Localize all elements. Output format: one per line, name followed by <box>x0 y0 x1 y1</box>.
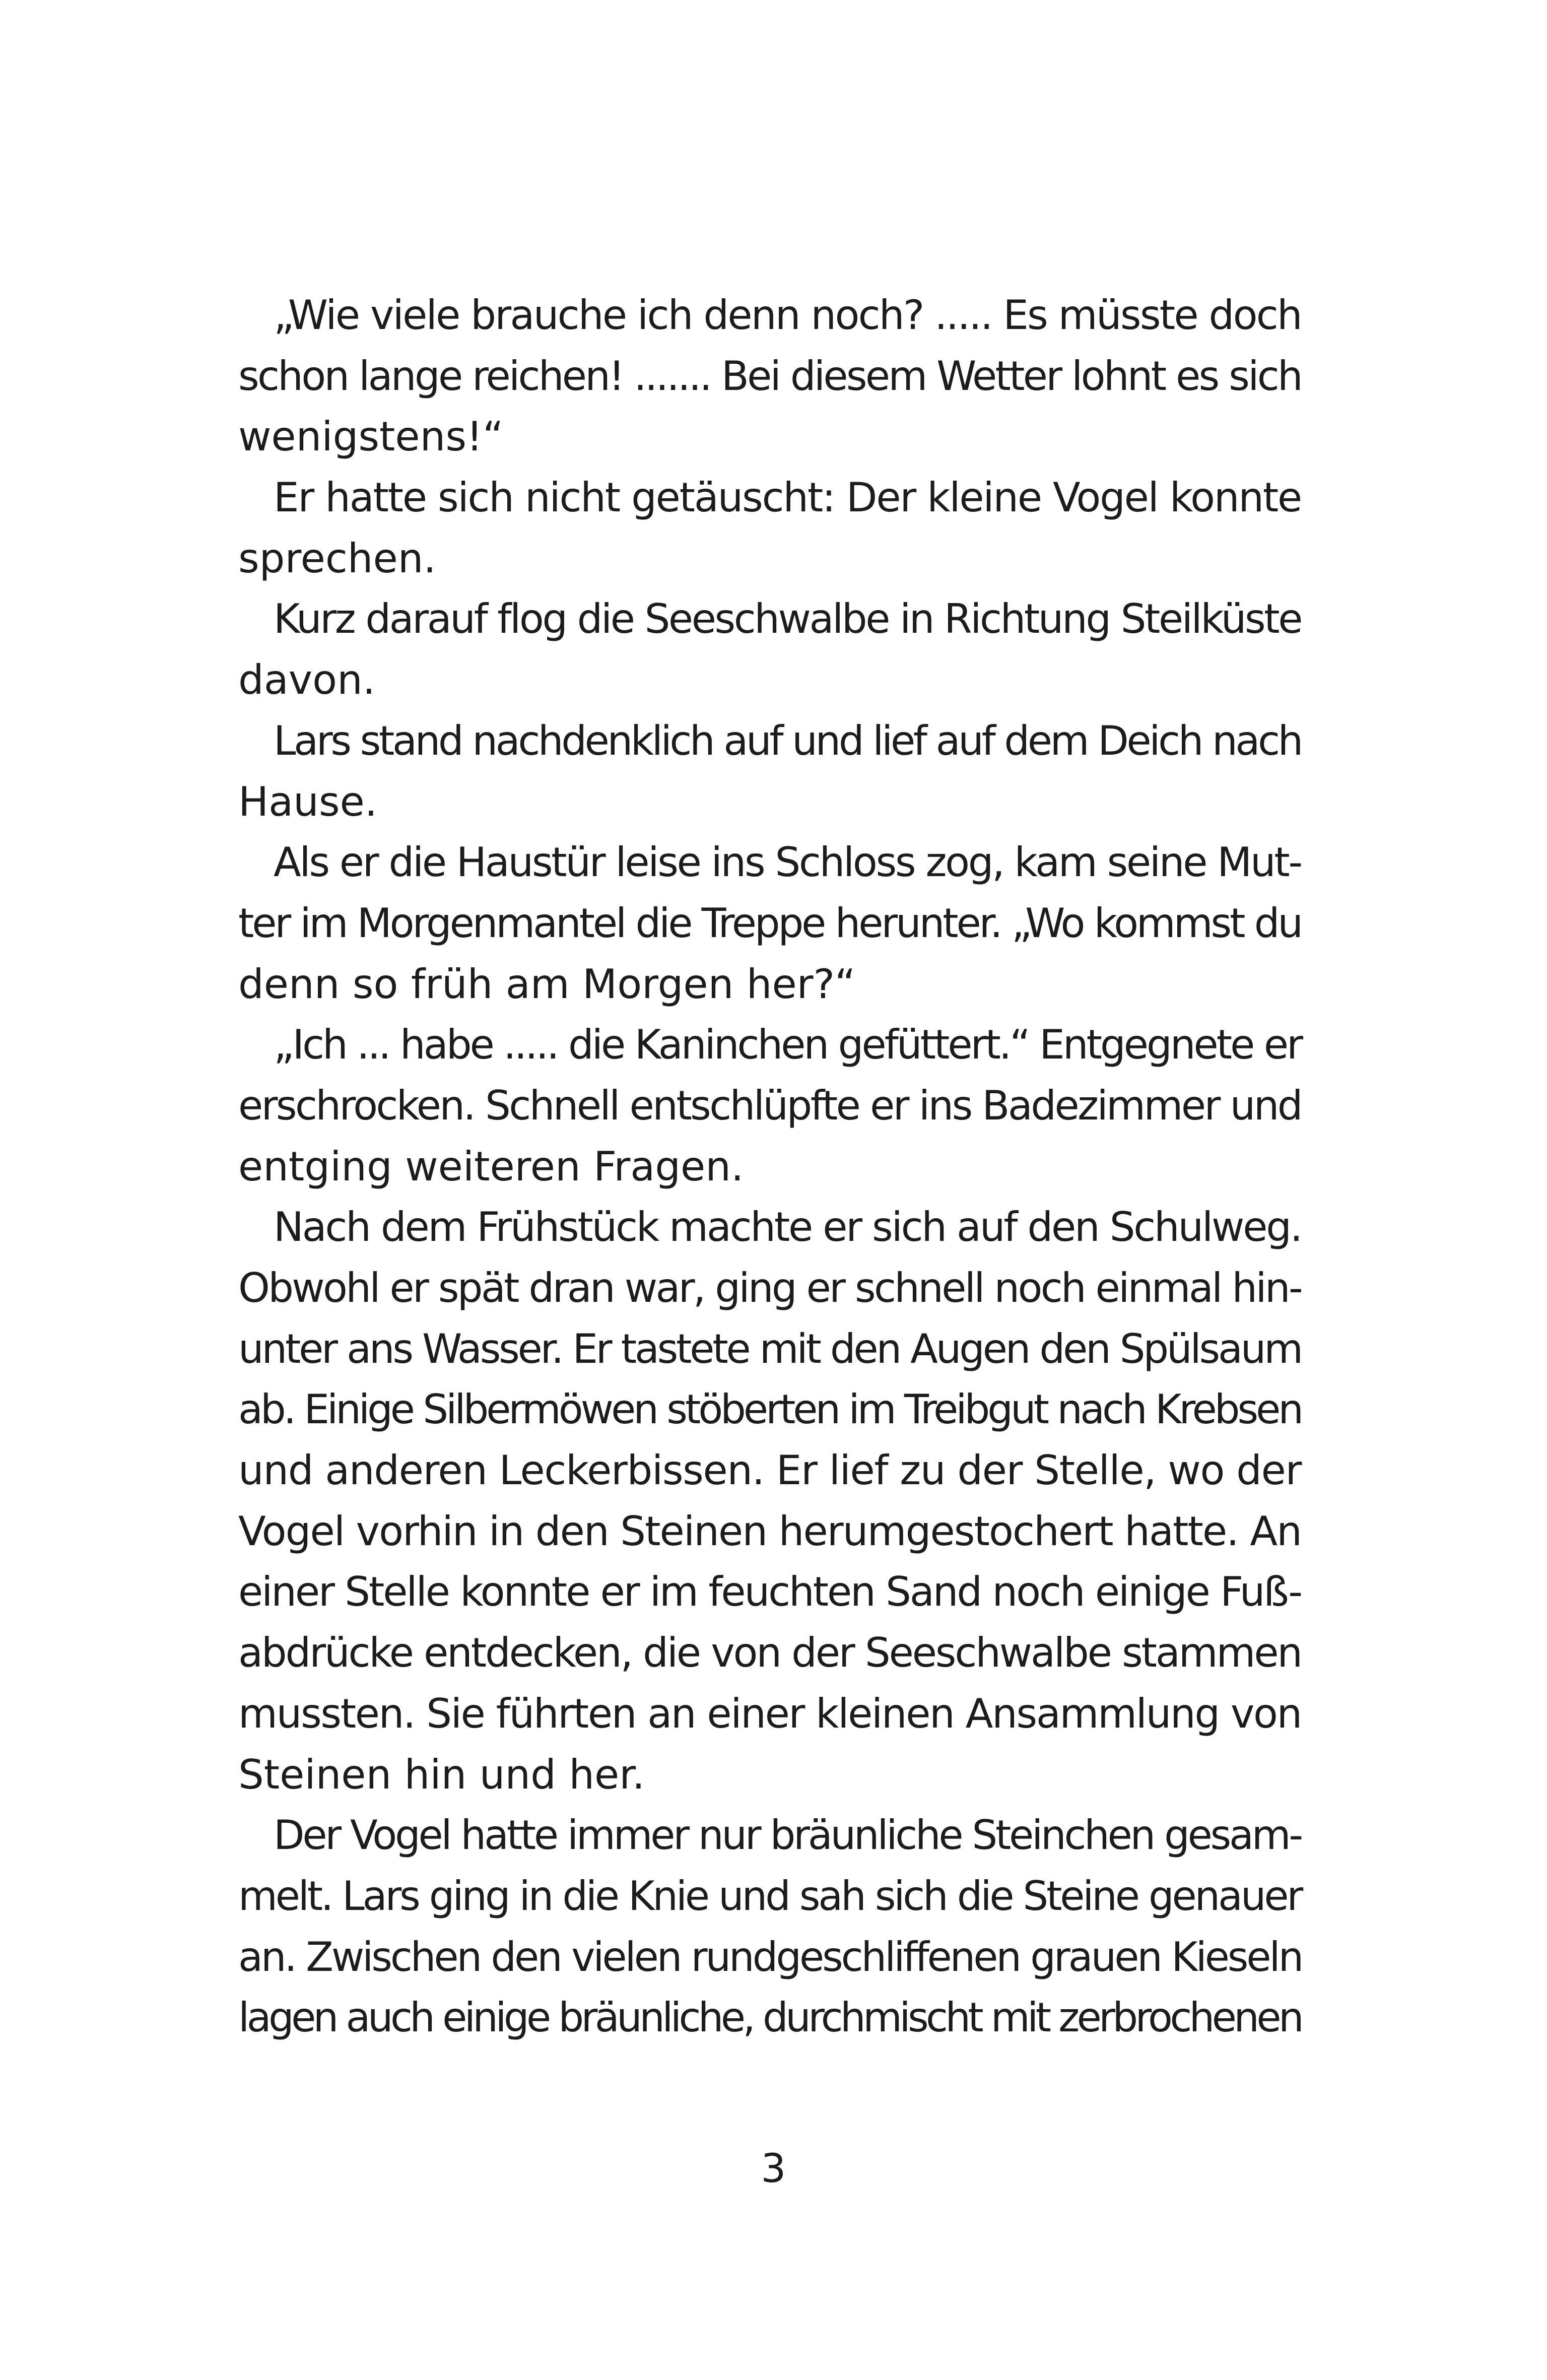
page-number: 3 <box>761 2146 786 2192</box>
text-line: Der Vogel hatte immer nur bräunliche Steinchen gesam- <box>274 1812 1301 1859</box>
body-text <box>238 285 1301 2048</box>
text-line: Vogel vorhin in den Steinen herumgestochert hatte. An <box>238 1507 1302 1555</box>
text-line: „Wie viele brauche ich denn noch? ..... Es müsste doch <box>274 292 1301 339</box>
text-line: Nach dem Frühstück machte er sich auf den Schulweg. <box>274 1204 1301 1251</box>
text-line: lagen auch einige bräunliche, durchmischt mit zerbrochenen <box>238 1994 1301 2041</box>
text-line: Hause. <box>238 778 378 825</box>
text-line: ter im Morgenmantel die Treppe herunter. „Wo kommst du <box>238 899 1301 947</box>
text-line: abdrücke entdecken, die von der Seeschwalbe stammen <box>238 1629 1302 1677</box>
text-line: schon lange reichen! ....... Bei diesem Wetter lohnt es sich <box>238 352 1301 400</box>
text-line: und anderen Leckerbissen. Er lief zu der Stelle, wo der <box>238 1447 1301 1494</box>
text-line: Kurz darauf flog die Seeschwalbe in Richtung Steilküste <box>274 596 1302 643</box>
text-line: sprechen. <box>238 535 436 582</box>
text-line: Steinen hin und her. <box>238 1751 645 1798</box>
text-line: entging weiteren Fragen. <box>238 1143 744 1190</box>
text-line: Er hatte sich nicht getäuscht: Der kleine Vogel konnte <box>274 474 1301 521</box>
text-line: melt. Lars ging in die Knie und sah sich die Steine genauer <box>238 1872 1301 1920</box>
text-line: Lars stand nachdenklich auf und lief auf dem Deich nach <box>274 717 1301 764</box>
text-line: wenigstens!“ <box>238 413 504 460</box>
text-line: unter ans Wasser. Er tastete mit den Augen den Spülsaum <box>238 1325 1301 1372</box>
text-line: einer Stelle konnte er im feuchten Sand noch einige Fuß- <box>238 1568 1301 1616</box>
text-line: Obwohl er spät dran war, ging er schnell noch einmal hin- <box>238 1265 1301 1311</box>
text-line: an. Zwischen den vielen rundgeschliffenen grauen Kieseln <box>238 1933 1302 1980</box>
text-line: ab. Einige Silbermöwen stöberten im Treibgut nach Krebsen <box>238 1386 1301 1433</box>
text-line: Als er die Haustür leise ins Schloss zog, kam seine Mut- <box>274 839 1302 886</box>
text-line: erschrocken. Schnell entschlüpfte er ins Badezimmer und <box>238 1082 1302 1129</box>
text-line: denn so früh am Morgen her?“ <box>238 960 856 1008</box>
text-line: mussten. Sie führten an einer kleinen Ansammlung von <box>238 1690 1301 1737</box>
text-line: „Ich ... habe ..... die Kaninchen gefüttert.“ Entgegnete er <box>274 1021 1302 1069</box>
text-line: davon. <box>238 656 376 704</box>
